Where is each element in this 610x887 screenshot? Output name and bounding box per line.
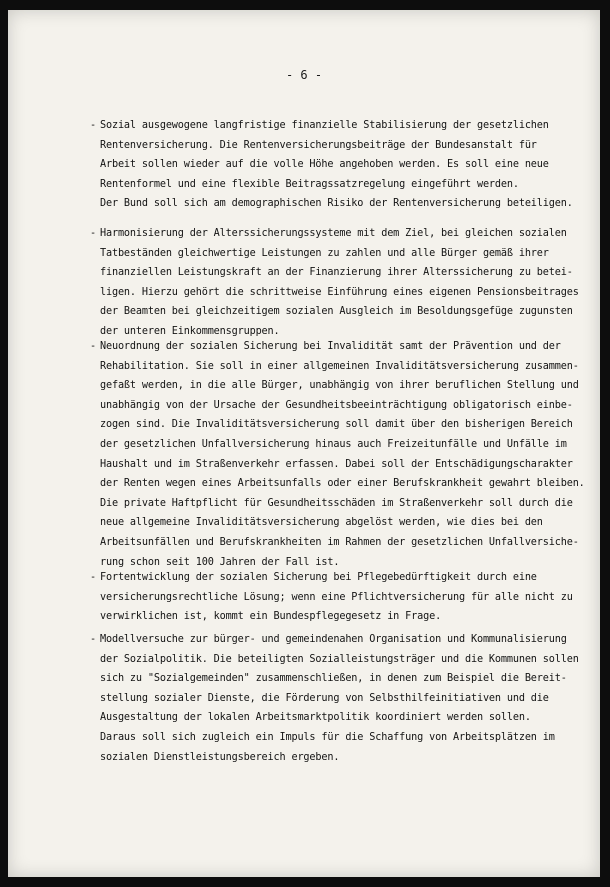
text-line: unabhängig von der Ursache der Gesundheitsbeeinträchtigung obligatorisch einbe- bbox=[100, 399, 573, 411]
text-line: Neuordnung der sozialen Sicherung bei Invalidität samt der Prävention und der bbox=[100, 341, 561, 352]
text-line: Harmonisierung der Alterssicherungssysteme mit dem Ziel, bei gleichen sozialen bbox=[100, 228, 567, 239]
text-line: Modellversuche zur bürger- und gemeindenahen Organisation und Kommunalisierung bbox=[100, 634, 567, 645]
list-item bbox=[90, 337, 585, 572]
text-line: versicherungsrechtliche Lösung; wenn eine Pflichtversicherung für alle nicht zu bbox=[100, 591, 573, 603]
list-item bbox=[90, 224, 580, 342]
text-line: Fortentwicklung der sozialen Sicherung bei Pflegebedürftigkeit durch eine bbox=[100, 572, 537, 583]
bullet-dash: - bbox=[90, 634, 96, 645]
text-line: der Renten wegen eines Arbeitsunfalls oder einer Berufskrankheit gewahrt bleiben. bbox=[100, 478, 585, 490]
page-number: - 6 - bbox=[285, 68, 323, 82]
text-line: ligen. Hierzu gehört die schrittweise Einführung eines eigenen Pensionsbeitrages bbox=[100, 286, 579, 298]
list-item bbox=[90, 568, 580, 627]
text-line: Arbeit sollen wieder auf die volle Höhe angehoben werden. Es soll eine neue bbox=[100, 159, 549, 171]
bullet-dash: - bbox=[90, 572, 96, 583]
text-line: Die private Haftpflicht für Gesundheitsschäden im Straßenverkehr soll durch die bbox=[100, 497, 573, 509]
text-line: neue allgemeine Invaliditätsversicherung abgelöst werden, wie dies bei den bbox=[100, 517, 543, 529]
text-line: Daraus soll sich zugleich ein Impuls für die Schaffung von Arbeitsplätzen im bbox=[100, 731, 555, 743]
text-line: Arbeitsunfällen und Berufskrankheiten im Rahmen der gesetzlichen Unfallversiche- bbox=[100, 536, 579, 548]
text-line: Sozial ausgewogene langfristige finanzielle Stabilisierung der gesetzlichen bbox=[100, 120, 549, 131]
text-line: Der Bund soll sich am demographischen Risiko der Rentenversicherung beteiligen. bbox=[100, 198, 573, 210]
text-line: Rentenversicherung. Die Rentenversicherungsbeiträge der Bundesanstalt für bbox=[100, 139, 537, 151]
text-line: verwirklichen ist, kommt ein Bundespflegegesetz in Frage. bbox=[100, 611, 442, 623]
text-line: der Beamten bei gleichzeitigem sozialen Ausgleich im Besoldungsgefüge zugunsten bbox=[100, 306, 573, 318]
text-line: sozialen Dienstleistungsbereich ergeben. bbox=[100, 751, 340, 763]
bullet-dash: - bbox=[90, 228, 96, 239]
text-line: Ausgestaltung der lokalen Arbeitsmarktpolitik koordiniert werden sollen. bbox=[100, 712, 531, 724]
text-line: stellung sozialer Dienste, die Förderung von Selbsthilfeinitiativen und die bbox=[100, 692, 549, 704]
text-line: der unteren Einkommensgruppen. bbox=[100, 325, 280, 337]
text-line: gefaßt werden, in die alle Bürger, unabhängig von ihrer beruflichen Stellung und bbox=[100, 380, 579, 392]
text-line: Haushalt und im Straßenverkehr erfassen. Dabei soll der Entschädigungscharakter bbox=[100, 458, 573, 470]
list-item bbox=[90, 116, 580, 214]
text-line: rung schon seit 100 Jahren der Fall ist. bbox=[100, 556, 340, 568]
text-line: Rentenformel und eine flexible Beitragssatzregelung eingeführt werden. bbox=[100, 178, 519, 190]
text-line: zogen sind. Die Invaliditätsversicherung soll damit über den bisherigen Bereich bbox=[100, 419, 573, 431]
text-line: sich zu "Sozialgemeinden" zusammenschließen, in denen zum Beispiel die Bereit- bbox=[100, 673, 567, 685]
list-item bbox=[90, 630, 580, 767]
bullet-dash: - bbox=[90, 341, 96, 352]
document-page bbox=[8, 10, 600, 877]
text-line: der Sozialpolitik. Die beteiligten Sozialleistungsträger und die Kommunen sollen bbox=[100, 653, 579, 665]
bullet-dash: - bbox=[90, 120, 96, 131]
text-line: der gesetzlichen Unfallversicherung hinaus auch Freizeitunfälle und Unfälle im bbox=[100, 438, 567, 450]
text-line: Tatbeständen gleichwertige Leistungen zu zahlen und alle Bürger gemäß ihrer bbox=[100, 247, 549, 259]
text-line: finanziellen Leistungskraft an der Finanzierung ihrer Alterssicherung zu betei- bbox=[100, 267, 573, 279]
text-line: Rehabilitation. Sie soll in einer allgemeinen Invaliditätsversicherung zusammen- bbox=[100, 360, 579, 372]
